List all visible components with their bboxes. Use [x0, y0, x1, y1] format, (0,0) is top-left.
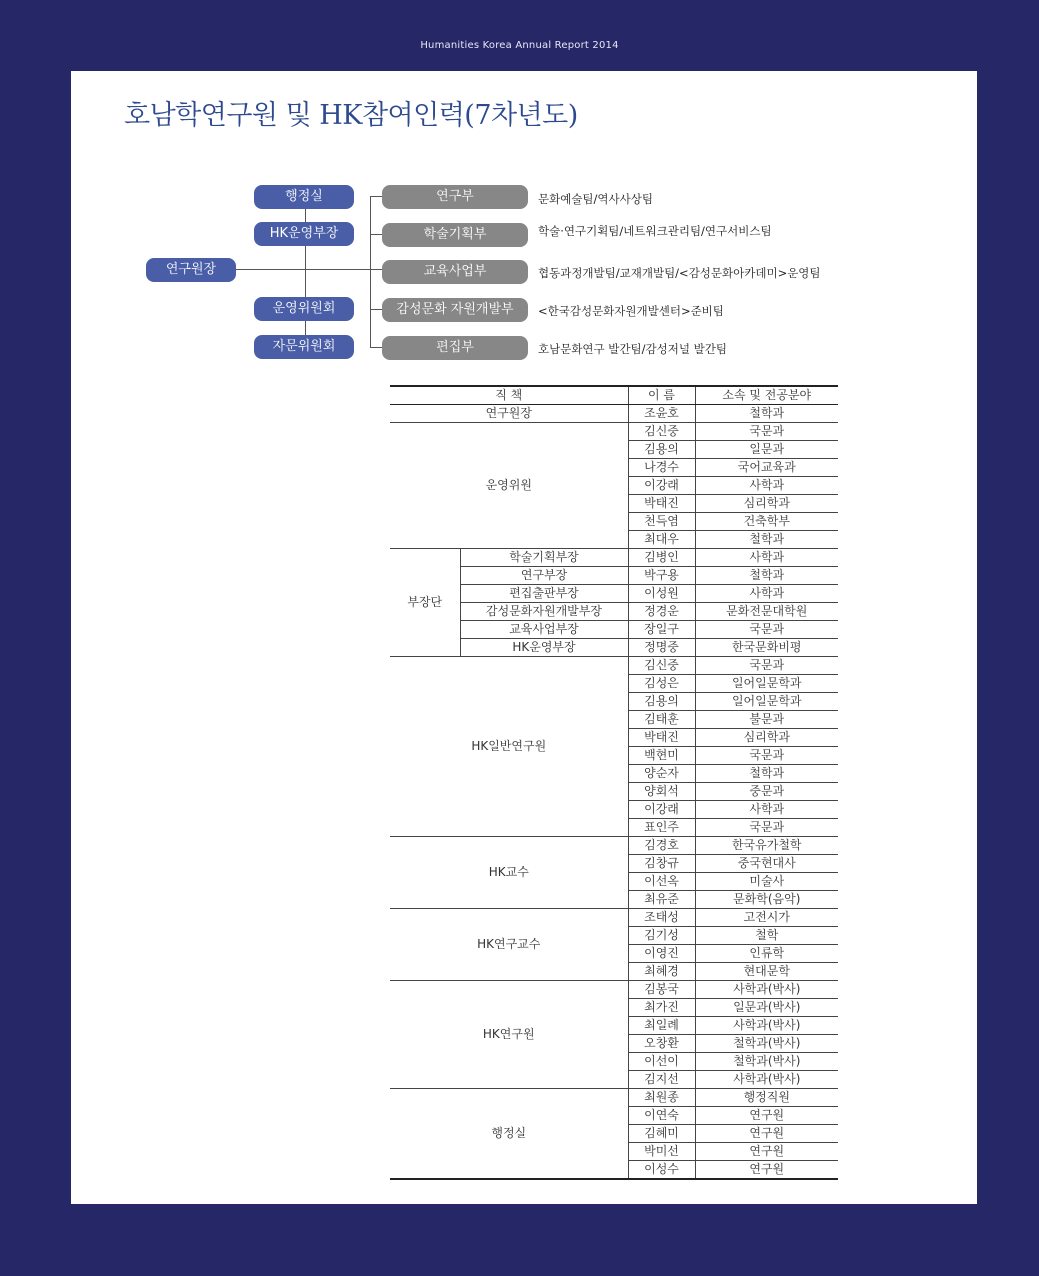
name-cell: 이성수 [628, 1161, 695, 1180]
affiliation-cell: 철학과 [695, 405, 838, 423]
affiliation-cell: 국문과 [695, 657, 838, 675]
name-cell: 최혜경 [628, 963, 695, 981]
name-cell: 김용의 [628, 441, 695, 459]
name-cell: 박태진 [628, 495, 695, 513]
org-dept-research-teams: 문화예술팀/역사사상팀 [538, 192, 653, 206]
table-row [390, 1089, 838, 1107]
dept-tick-2 [370, 234, 382, 235]
affiliation-cell: 현대문학 [695, 963, 838, 981]
affiliation-cell: 문화학(음악) [695, 891, 838, 909]
org-dept-emotion-culture-teams: <한국감성문화자원개발센터>준비팀 [538, 304, 724, 318]
name-cell: 김용의 [628, 693, 695, 711]
affiliation-cell: 일어일문학과 [695, 675, 838, 693]
name-cell: 나경수 [628, 459, 695, 477]
name-cell: 이선옥 [628, 873, 695, 891]
affiliation-cell: 인류학 [695, 945, 838, 963]
name-cell: 이성원 [628, 585, 695, 603]
name-cell: 김기성 [628, 927, 695, 945]
name-cell: 이강래 [628, 477, 695, 495]
name-cell: 이강래 [628, 801, 695, 819]
name-cell: 최가진 [628, 999, 695, 1017]
affiliation-cell: 한국유가철학 [695, 837, 838, 855]
org-dept-academic-planning-teams: 학술·연구기획팀/네트워크관리팀/연구서비스팀 [538, 224, 772, 238]
affiliation-cell: 일어일문학과 [695, 693, 838, 711]
affiliation-cell: 불문과 [695, 711, 838, 729]
affiliation-cell: 사학과(박사) [695, 1071, 838, 1089]
role-cell: HK교수 [390, 837, 628, 909]
org-steering-committee: 운영위원회 [254, 297, 354, 321]
affiliation-cell: 한국문화비평 [695, 639, 838, 657]
affiliation-cell: 연구원 [695, 1161, 838, 1180]
name-cell: 박구용 [628, 567, 695, 585]
name-cell: 이영진 [628, 945, 695, 963]
affiliation-cell: 중문과 [695, 783, 838, 801]
page-title: 호남학연구원 및 HK참여인력(7차년도) [124, 100, 578, 131]
role-cell: 운영위원 [390, 423, 628, 549]
name-cell: 정경운 [628, 603, 695, 621]
sub-role-cell: HK운영부장 [460, 639, 628, 657]
name-cell: 최일례 [628, 1017, 695, 1035]
sub-role-cell: 편집출판부장 [460, 585, 628, 603]
role-cell: HK일반연구원 [390, 657, 628, 837]
affiliation-cell: 심리학과 [695, 495, 838, 513]
affiliation-cell: 사학과 [695, 585, 838, 603]
affiliation-cell: 연구원 [695, 1107, 838, 1125]
name-cell: 박태진 [628, 729, 695, 747]
name-cell: 천득염 [628, 513, 695, 531]
dept-tick-1 [370, 196, 382, 197]
name-cell: 조태성 [628, 909, 695, 927]
affiliation-cell: 국어교육과 [695, 459, 838, 477]
affiliation-cell: 철학과(박사) [695, 1035, 838, 1053]
org-hk-operations-head: HK운영부장 [254, 222, 354, 246]
name-cell: 김병인 [628, 549, 695, 567]
name-cell: 오창환 [628, 1035, 695, 1053]
dept-tick-3 [370, 269, 382, 270]
affiliation-cell: 국문과 [695, 423, 838, 441]
name-cell: 이연숙 [628, 1107, 695, 1125]
name-cell: 양순자 [628, 765, 695, 783]
affiliation-cell: 철학과 [695, 531, 838, 549]
table-row [390, 549, 838, 567]
affiliation-cell: 연구원 [695, 1143, 838, 1161]
name-cell: 김지선 [628, 1071, 695, 1089]
role-cell: 행정실 [390, 1089, 628, 1180]
org-chart [71, 71, 977, 371]
name-cell: 박미선 [628, 1143, 695, 1161]
affiliation-cell: 철학 [695, 927, 838, 945]
table-row [390, 837, 838, 855]
report-header: Humanities Korea Annual Report 2014 [420, 40, 619, 51]
affiliation-cell: 국문과 [695, 819, 838, 837]
org-dept-education-teams: 협동과정개발팀/교재개발팀/<감성문화아카데미>운영팀 [538, 266, 821, 280]
role-cell: 부장단 [390, 549, 460, 657]
affiliation-cell: 사학과(박사) [695, 981, 838, 999]
table-row [390, 981, 838, 999]
org-advisory-committee: 자문위원회 [254, 335, 354, 359]
name-cell: 최대우 [628, 531, 695, 549]
name-cell: 조윤호 [628, 405, 695, 423]
org-dept-editorial-teams: 호남문화연구 발간팀/감성저널 발간팀 [538, 342, 727, 356]
header-name: 이 름 [628, 386, 695, 405]
affiliation-cell: 중국현대사 [695, 855, 838, 873]
affiliation-cell: 문화전문대학원 [695, 603, 838, 621]
role-cell: HK연구교수 [390, 909, 628, 981]
name-cell: 김봉국 [628, 981, 695, 999]
affiliation-cell: 철학과(박사) [695, 1053, 838, 1071]
name-cell: 표인주 [628, 819, 695, 837]
staff-table [390, 385, 838, 1180]
affiliation-cell: 고전시가 [695, 909, 838, 927]
affiliation-cell: 사학과(박사) [695, 1017, 838, 1035]
affiliation-cell: 행정직원 [695, 1089, 838, 1107]
affiliation-cell: 철학과 [695, 765, 838, 783]
role-cell: HK연구원 [390, 981, 628, 1089]
affiliation-cell: 미술사 [695, 873, 838, 891]
name-cell: 김경호 [628, 837, 695, 855]
role-cell: 연구원장 [390, 405, 628, 423]
name-cell: 양회석 [628, 783, 695, 801]
org-dept-education: 교육사업부 [382, 260, 528, 284]
affiliation-cell: 철학과 [695, 567, 838, 585]
name-cell: 정명중 [628, 639, 695, 657]
org-dept-editorial: 편집부 [382, 336, 528, 360]
affiliation-cell: 일문과 [695, 441, 838, 459]
name-cell: 최유준 [628, 891, 695, 909]
table-row [390, 405, 838, 423]
org-dept-research: 연구부 [382, 185, 528, 209]
affiliation-cell: 건축학부 [695, 513, 838, 531]
org-admin-office: 행정실 [254, 185, 354, 209]
right-trunk [370, 196, 371, 348]
name-cell: 김창규 [628, 855, 695, 873]
affiliation-cell: 연구원 [695, 1125, 838, 1143]
affiliation-cell: 사학과 [695, 477, 838, 495]
dept-tick-5 [370, 347, 382, 348]
affiliation-cell: 일문과(박사) [695, 999, 838, 1017]
name-cell: 김혜미 [628, 1125, 695, 1143]
table-row [390, 909, 838, 927]
dept-tick-4 [370, 309, 382, 310]
affiliation-cell: 심리학과 [695, 729, 838, 747]
header-position: 직 책 [390, 386, 628, 405]
report-page [71, 71, 977, 1204]
affiliation-cell: 국문과 [695, 621, 838, 639]
name-cell: 장일구 [628, 621, 695, 639]
name-cell: 김신중 [628, 423, 695, 441]
name-cell: 백현미 [628, 747, 695, 765]
name-cell: 김성은 [628, 675, 695, 693]
header-affiliation: 소속 및 전공분야 [695, 386, 838, 405]
name-cell: 김태훈 [628, 711, 695, 729]
table-row [390, 423, 838, 441]
org-dept-academic-planning: 학술기획부 [382, 223, 528, 247]
name-cell: 이선이 [628, 1053, 695, 1071]
org-dept-emotion-culture: 감성문화 자원개발부 [382, 298, 528, 322]
sub-role-cell: 감성문화자원개발부장 [460, 603, 628, 621]
affiliation-cell: 국문과 [695, 747, 838, 765]
table-row [390, 657, 838, 675]
name-cell: 김신중 [628, 657, 695, 675]
sub-role-cell: 교육사업부장 [460, 621, 628, 639]
affiliation-cell: 사학과 [695, 801, 838, 819]
affiliation-cell: 사학과 [695, 549, 838, 567]
sub-role-cell: 학술기획부장 [460, 549, 628, 567]
org-root-director: 연구원장 [146, 258, 236, 282]
sub-role-cell: 연구부장 [460, 567, 628, 585]
name-cell: 최원종 [628, 1089, 695, 1107]
